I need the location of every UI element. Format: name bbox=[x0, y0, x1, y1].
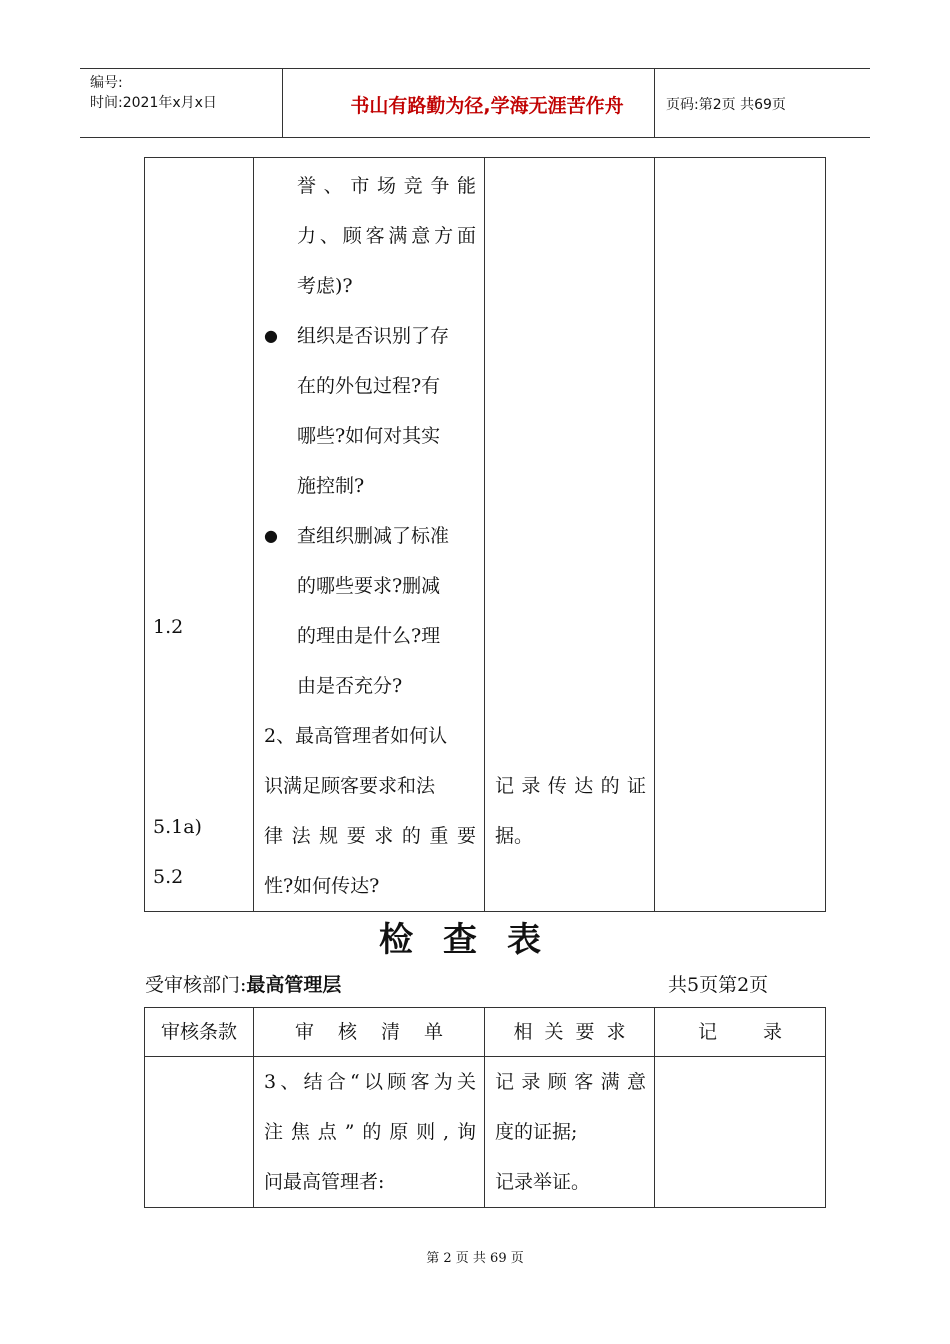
checklist-line: 的理由是什么?理 bbox=[297, 625, 441, 647]
table-row bbox=[145, 1057, 826, 1208]
dept-label: 受审核部门: bbox=[145, 974, 247, 996]
clause-number: 5.2 bbox=[153, 866, 184, 888]
requirement-cell bbox=[485, 1057, 655, 1208]
checklist-line: 考虑)? bbox=[297, 275, 353, 297]
page-header bbox=[80, 68, 870, 138]
clause-cell bbox=[145, 158, 254, 912]
header-clause: 审核条款 bbox=[145, 1008, 254, 1057]
checklist-line: 由是否充分? bbox=[297, 675, 403, 697]
checklist-line: 哪些?如何对其实 bbox=[297, 425, 441, 447]
header-page-info: 页码:第2页 共69页 bbox=[666, 97, 786, 113]
checklist-table bbox=[144, 1007, 826, 1208]
requirement-line: 记录顾客满意 bbox=[495, 1071, 646, 1093]
checklist-line: 2、最高管理者如何认 bbox=[264, 725, 448, 747]
time-label: 时间:2021年x月x日 bbox=[90, 95, 217, 111]
bullet-icon: ● bbox=[264, 326, 278, 345]
checklist-line: 组织是否识别了存 bbox=[297, 325, 450, 347]
checklist-bullet-item bbox=[264, 311, 476, 361]
table-header-row bbox=[145, 1008, 826, 1057]
bullet-icon: ● bbox=[264, 526, 278, 545]
header-checklist: 审 核 清 单 bbox=[254, 1008, 485, 1057]
requirement-cell bbox=[485, 158, 655, 912]
checklist-line: 律法规要求的重要 bbox=[264, 825, 476, 847]
checklist-table-continued bbox=[144, 157, 826, 912]
checklist-line: 问最高管理者: bbox=[264, 1171, 385, 1193]
dept-value: 最高管理层 bbox=[246, 974, 342, 996]
clause-number: 5.1a) bbox=[153, 816, 202, 838]
code-label: 编号: bbox=[90, 75, 123, 91]
requirement-line: 据。 bbox=[495, 825, 534, 847]
requirement-line: 度的证据; bbox=[495, 1121, 578, 1143]
checklist-line: 誉、市场竞争能 bbox=[297, 175, 476, 197]
table-row bbox=[145, 158, 826, 912]
checklist-line: 查组织删减了标准 bbox=[297, 525, 450, 547]
checklist-line: 在的外包过程?有 bbox=[297, 375, 441, 397]
requirement-line: 记录传达的证 bbox=[495, 775, 646, 797]
requirement-line: 记录举证。 bbox=[495, 1171, 591, 1193]
checklist-line: 识满足顾客要求和法 bbox=[264, 775, 436, 797]
checklist-line: 力、顾客满意方面 bbox=[297, 225, 476, 247]
checklist-line: 注焦点”的原则,询 bbox=[264, 1121, 476, 1143]
clause-number: 1.2 bbox=[153, 616, 184, 638]
header-motto: 书山有路勤为径,学海无涯苦作舟 bbox=[350, 95, 624, 117]
pages-info: 共5页第2页 bbox=[668, 974, 769, 996]
header-divider bbox=[282, 69, 283, 137]
checklist-line: 的哪些要求?删减 bbox=[297, 575, 441, 597]
audited-department bbox=[145, 970, 341, 997]
record-cell bbox=[655, 158, 826, 912]
checklist-line: 性?如何传达? bbox=[264, 875, 380, 897]
checklist-bullet-item bbox=[264, 511, 476, 561]
checklist-line: 3、结合“以顾客为关 bbox=[264, 1071, 476, 1093]
header-meta bbox=[90, 73, 217, 113]
record-cell bbox=[655, 1057, 826, 1208]
header-requirement: 相 关 要 求 bbox=[485, 1008, 655, 1057]
header-record: 记 录 bbox=[655, 1008, 826, 1057]
clause-cell bbox=[145, 1057, 254, 1208]
checklist-cell bbox=[254, 158, 485, 912]
checklist-line: 施控制? bbox=[297, 475, 365, 497]
checklist-cell bbox=[254, 1057, 485, 1208]
page-title: 检查表 bbox=[379, 920, 571, 960]
page-footer: 第 2 页 共 69 页 bbox=[426, 1251, 524, 1266]
